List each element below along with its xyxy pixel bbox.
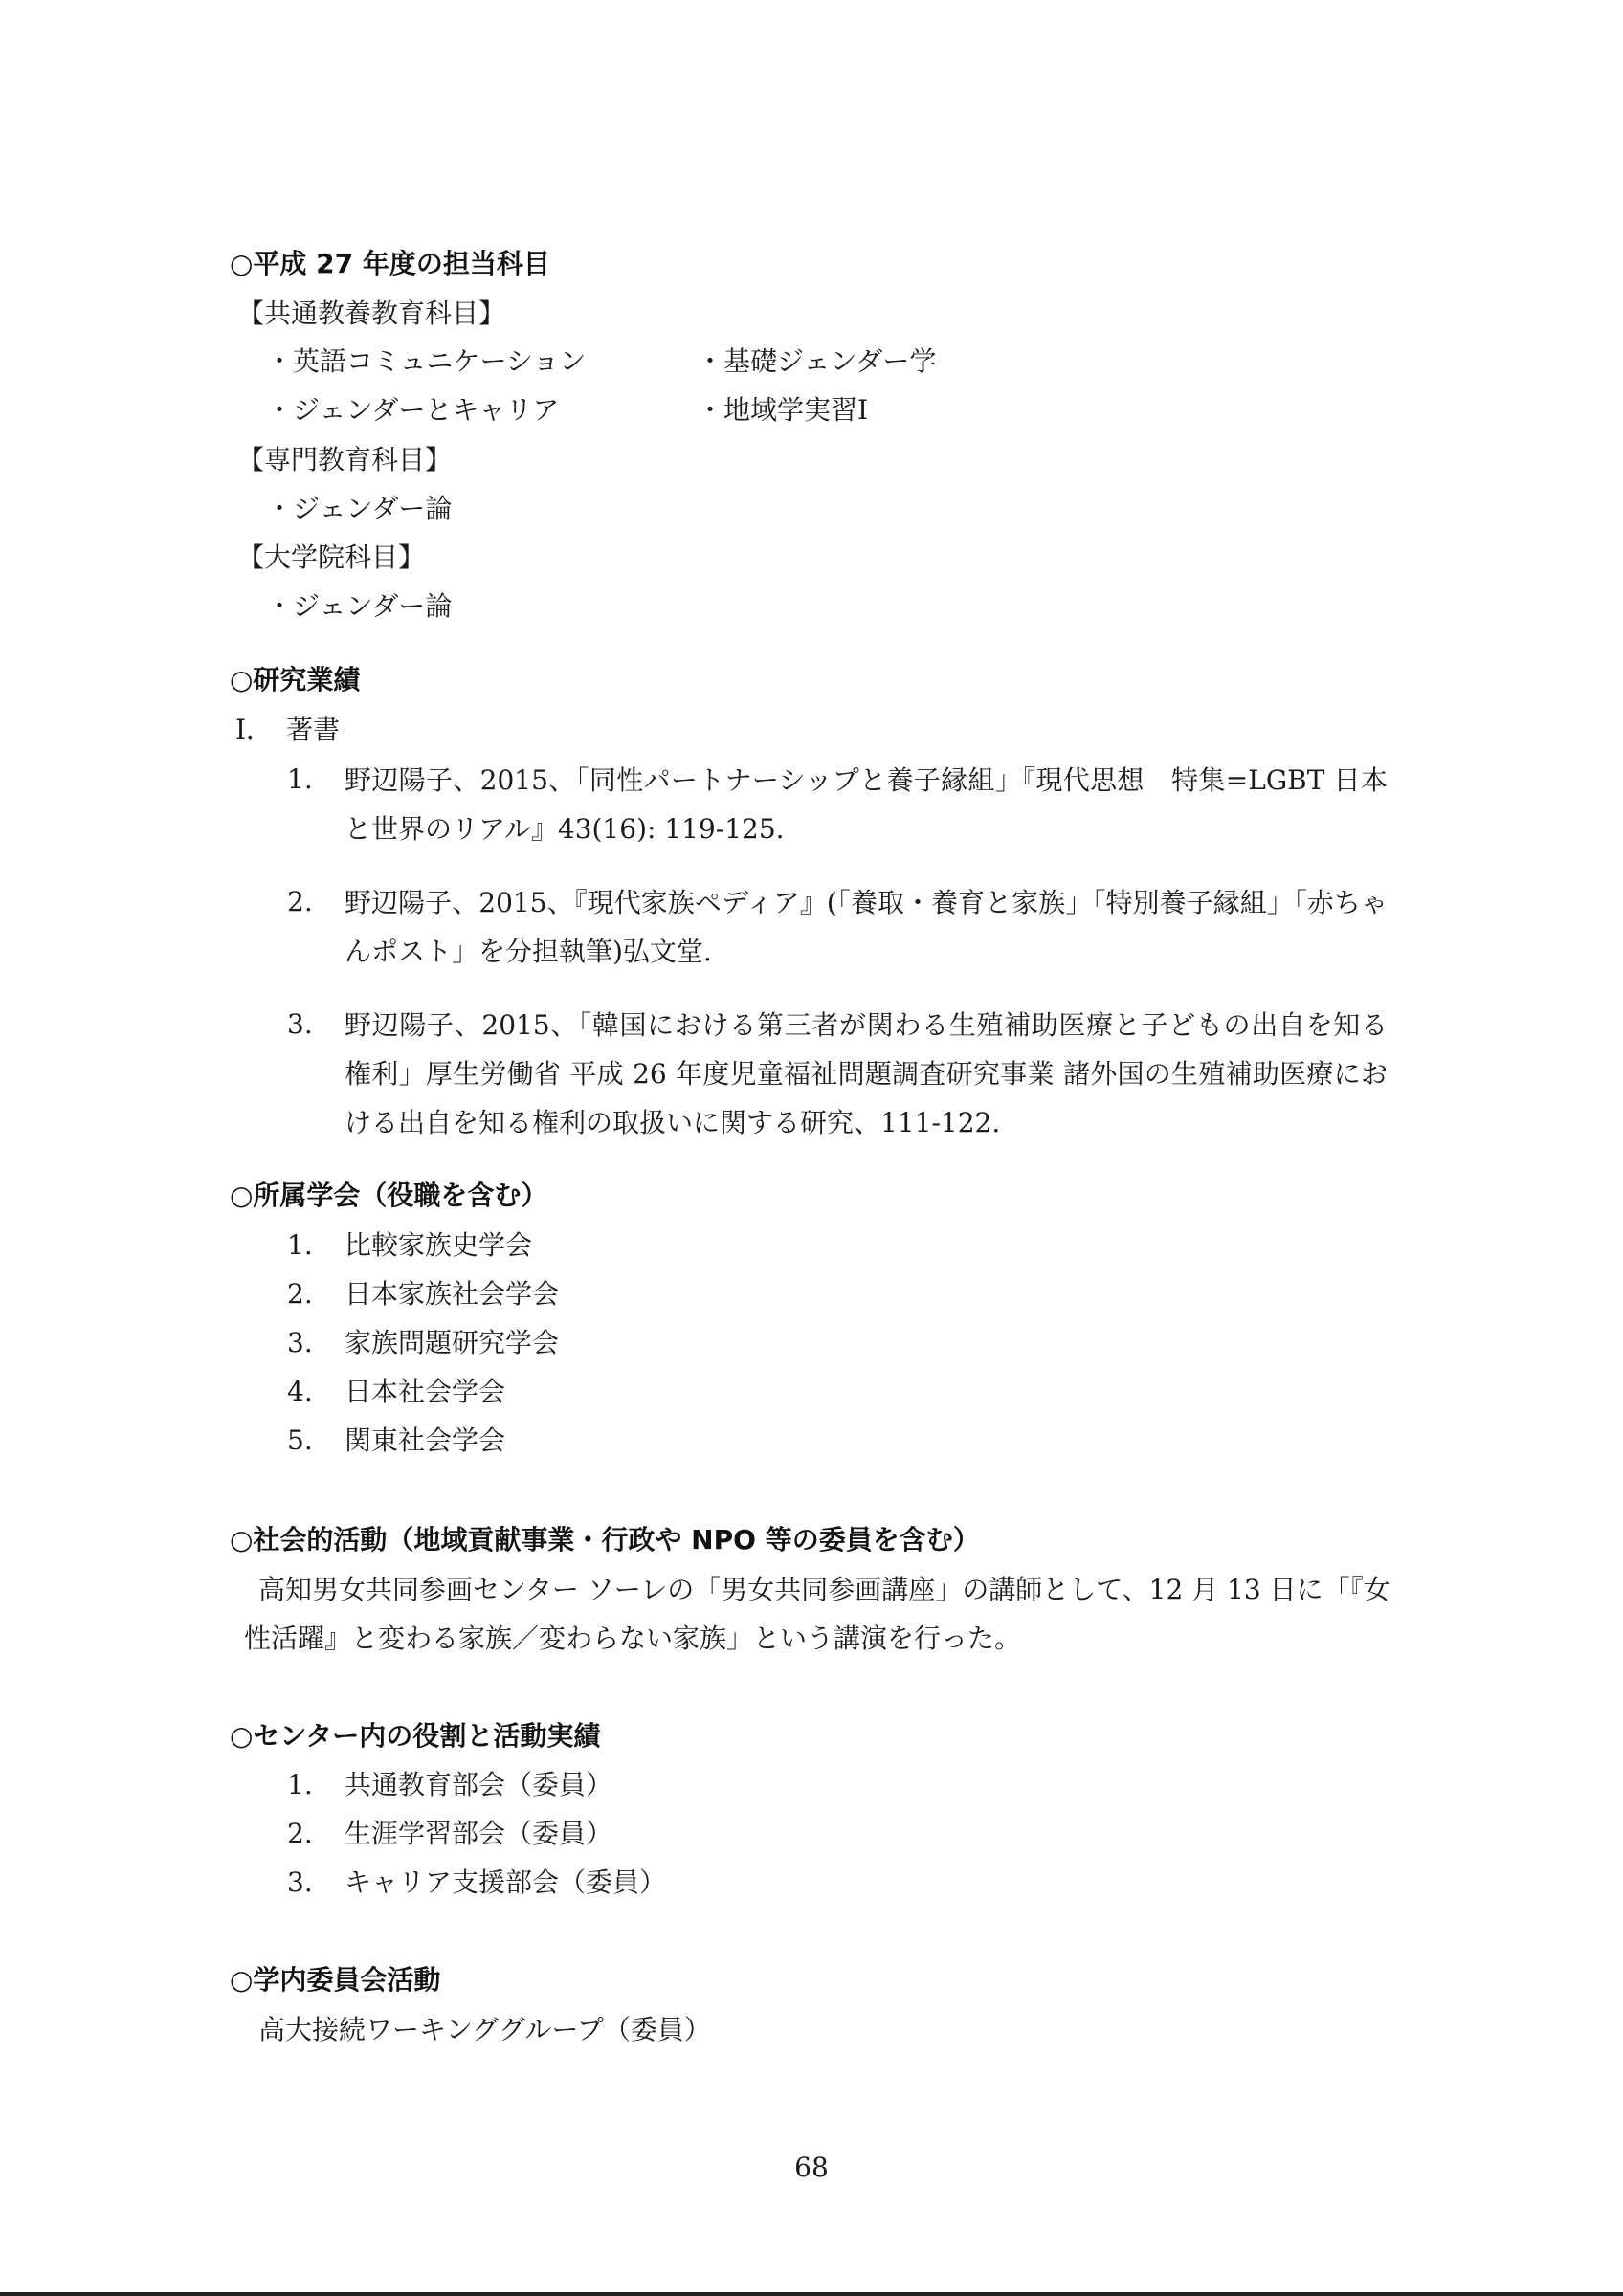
- committee-heading: ○学内委員会活動: [230, 1964, 441, 1996]
- society-item: 日本家族社会学会: [345, 1278, 560, 1310]
- center-role-item: 生涯学習部会（委員）: [345, 1818, 613, 1849]
- society-item: 日本社会学会: [345, 1376, 506, 1407]
- specialized-courses-header: 【専門教育科目】: [237, 444, 453, 475]
- page-number: 68: [794, 2152, 829, 2183]
- course-item: ・英語コミュニケーション: [266, 345, 587, 377]
- course-item: ・ジェンダー論: [266, 493, 453, 524]
- center-roles-heading: ○センター内の役割と活動実績: [230, 1720, 601, 1752]
- books-subheading: Ⅰ． 著書: [235, 714, 341, 745]
- ref-text: 野辺陽子、2015、『現代家族ペディア』(「養取・養育と家族」「特別養子縁組」「赤ちゃんポスト」を分担執筆)弘文堂.: [345, 887, 1388, 967]
- research-heading: ○研究業績: [230, 664, 361, 695]
- courses-heading: ○平成 27 年度の担当科目: [230, 248, 550, 279]
- scan-bottom-edge: [0, 2292, 1623, 2296]
- ref-number: 2.: [287, 886, 313, 917]
- society-item: 関東社会学会: [345, 1424, 506, 1456]
- societies-heading: ○所属学会（役職を含む）: [230, 1180, 548, 1211]
- ref-text: 野辺陽子、2015、「同性パートナーシップと養子縁組」『現代思想 特集=LGBT 日本と世界のリアル』43(16): 119-125.: [345, 764, 1388, 845]
- list-number: 2.: [287, 1818, 313, 1849]
- list-number: 1.: [287, 1229, 313, 1261]
- list-number: 3.: [287, 1866, 313, 1898]
- list-number: 4.: [287, 1376, 313, 1407]
- committee-item: 高大接続ワーキンググループ（委員）: [258, 2014, 711, 2045]
- society-item: 家族問題研究学会: [345, 1327, 560, 1358]
- list-number: 5.: [287, 1424, 313, 1456]
- graduate-courses-header: 【大学院科目】: [237, 541, 426, 573]
- social-activities-heading: ○社会的活動（地域貢献事業・行政や NPO 等の委員を含む）: [230, 1524, 980, 1556]
- list-number: 2.: [287, 1278, 313, 1310]
- ref-text: 野辺陽子、2015、「韓国における第三者が関わる生殖補助医療と子どもの出自を知る権利」厚生労働省 平成 26 年度児童福祉問題調査研究事業 諸外国の生殖補助医療における出自を知る権利の取扱いに関する研究、111-122.: [345, 1009, 1388, 1138]
- center-role-item: 共通教育部会（委員）: [345, 1769, 613, 1800]
- course-item: ・基礎ジェンダー学: [697, 345, 937, 377]
- center-role-item: キャリア支援部会（委員）: [345, 1866, 667, 1898]
- ref-number: 1.: [287, 763, 313, 795]
- course-item: ・ジェンダー論: [266, 590, 453, 622]
- course-item: ・ジェンダーとキャリア: [266, 394, 560, 426]
- social-activities-paragraph: 高知男女共同参画センター ソーレの「男女共同参画講座」の講師として、12 月 13 日に「『女性活躍』と変わる家族／変わらない家族」という講演を行った。: [244, 1574, 1390, 1654]
- society-item: 比較家族史学会: [345, 1229, 533, 1261]
- list-number: 3.: [287, 1327, 313, 1358]
- course-item: ・地域学実習Ⅰ: [697, 394, 869, 426]
- common-courses-header: 【共通教養教育科目】: [237, 298, 506, 329]
- ref-number: 3.: [287, 1008, 313, 1040]
- list-number: 1.: [287, 1769, 313, 1800]
